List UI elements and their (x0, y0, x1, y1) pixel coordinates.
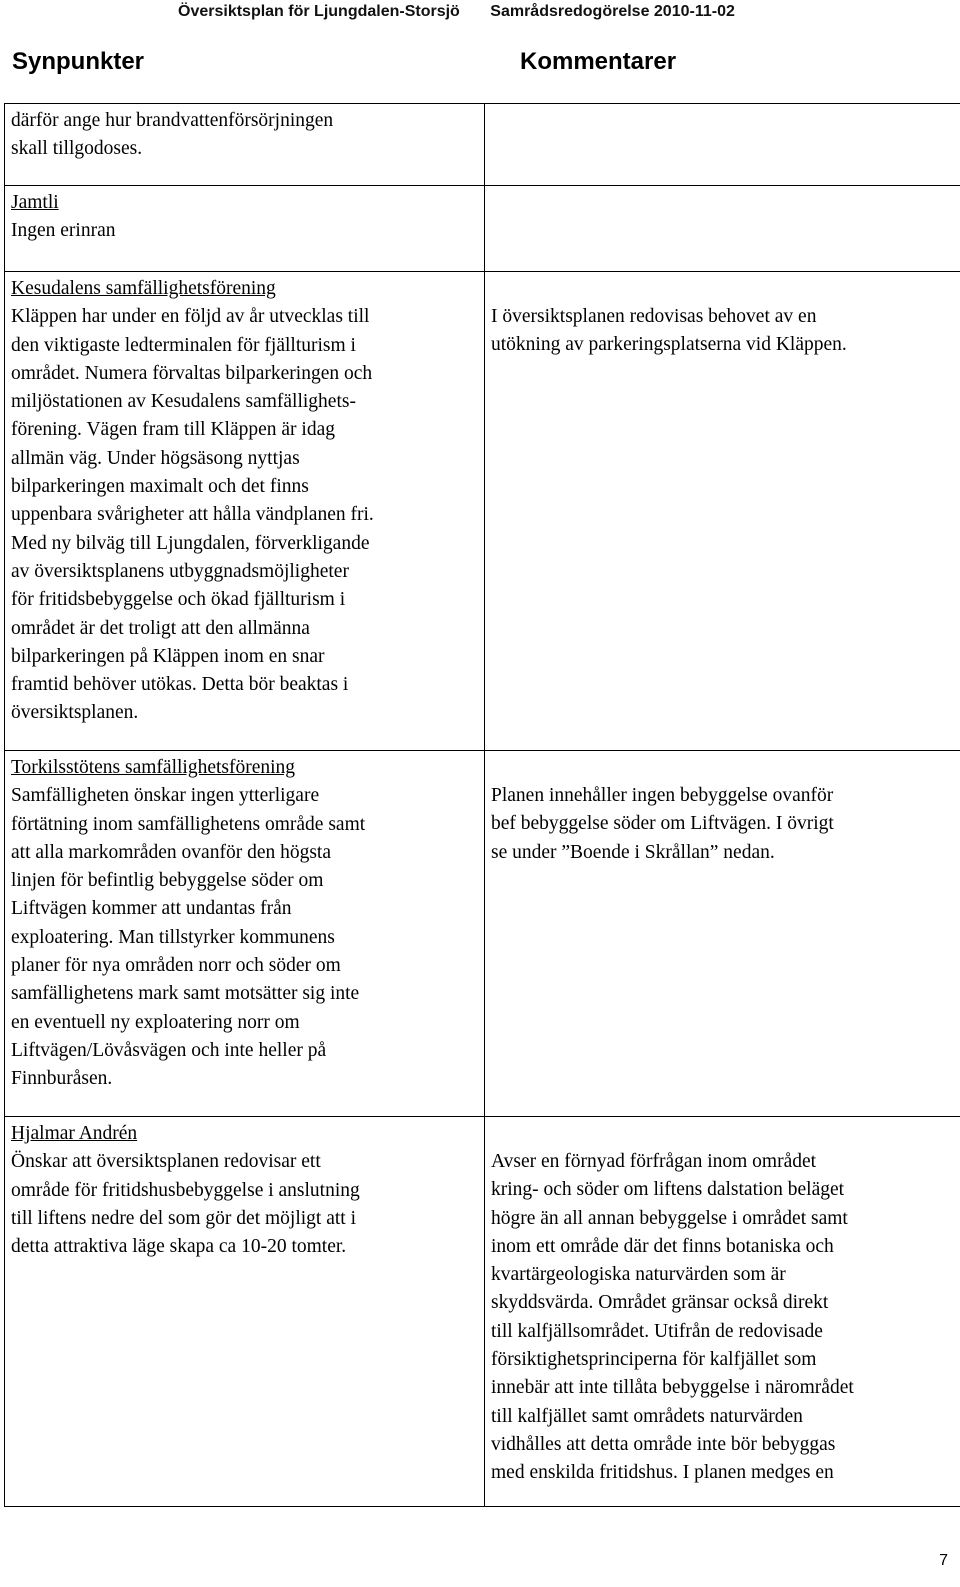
synpunkt-text: Önskar att översiktsplanen redovisar ett område för fritidshusbebyggelse i anslutning till liftens nedre del som gör det möjligt att i detta attraktiva läge skapa ca 10-20 tomter. (11, 1151, 360, 1258)
kommentar-text: I översiktsplanen redovisas behovet av en utökning av parkeringsplatserna vid Kläppen. (491, 306, 847, 356)
page-number: 7 (939, 1552, 948, 1569)
synpunkt-cell (5, 751, 485, 1117)
synpunkt-text: Kläppen har under en följd av år utvecklas till den viktigaste ledterminalen för fjällturism i området. Numera förvaltas bilparkeringen och miljöstationen av Kesudalens samfällighets- förening. Vägen fram till Kläppen är idag allmän väg. Under högsäsong nyttjas bilparkeringen maximalt och det finns uppenbara svårigheter att hålla vändplanen fri. Med ny bilväg till Ljungdalen, förverkligande av översiktsplanens utbyggnadsmöjligheter för fritidsbebyggelse och ökad fjällturism i området är det troligt att den allmänna bilparkeringen på Kläppen inom en snar framtid behöver utökas. Detta bör beaktas i översiktsplanen. (11, 306, 374, 724)
remitent-heading: Hjalmar Andrén (11, 1123, 138, 1144)
running-header (178, 3, 798, 21)
synpunkt-cell (5, 272, 485, 751)
kommentar-cell (485, 104, 960, 186)
kommentar-cell (485, 1117, 960, 1507)
remitent-heading: Jamtli (11, 192, 59, 213)
table-row (5, 272, 960, 751)
synpunkt-cell (5, 186, 485, 272)
synpunkt-cell (5, 1117, 485, 1507)
remitent-heading: Kesudalens samfällighetsförening (11, 278, 276, 299)
remitent-heading: Torkilsstötens samfällighetsförening (11, 757, 296, 778)
table-row (5, 104, 960, 186)
column-title-synpunkter: Synpunkter (12, 48, 145, 75)
table-row (5, 751, 960, 1117)
document-title: Översiktsplan för Ljungdalen-Storsjö (178, 3, 460, 20)
comments-table (4, 103, 960, 1507)
kommentar-text: Planen innehåller ingen bebyggelse ovanför bef bebyggelse söder om Liftvägen. I övrigt se under ”Boende i Skrållan” nedan. (491, 785, 834, 863)
column-title-kommentarer: Kommentarer (520, 48, 677, 75)
synpunkt-text: därför ange hur brandvattenförsörjningen skall tillgodoses. (11, 110, 334, 160)
kommentar-cell (485, 272, 960, 751)
table-row (5, 186, 960, 272)
table-row (5, 1117, 960, 1507)
kommentar-text: Avser en förnyad förfrågan inom området kring- och söder om liftens dalstation beläget högre än all annan bebyggelse i området samt inom ett område där det finns botaniska och kvartärgeologiska naturvärden som är skyddsvärda. Området gränsar också direkt till kalfjällsområdet. Utifrån de redovisade försiktighetsprinciperna för kalfjället som innebär att inte tillåta bebyggelse i närområdet till kalfjället samt områdets naturvärden vidhålles att detta område inte bör bebyggas med enskilda fritidshus. I planen medges en (491, 1151, 854, 1484)
document-date: Samrådsredogörelse 2010-11-02 (490, 3, 735, 20)
kommentar-cell (485, 751, 960, 1117)
synpunkt-cell (5, 104, 485, 186)
synpunkt-text: Ingen erinran (11, 220, 116, 242)
synpunkt-text: Samfälligheten önskar ingen ytterligare förtätning inom samfällighetens område samt att alla markområden ovanför den högsta linjen för befintlig bebyggelse söder om Liftvägen kommer att undantas från exploatering. Man tillstyrker kommunens planer för nya områden norr och söder om samfällighetens mark samt motsätter sig inte en eventuell ny exploatering norr om Liftvägen/Lövåsvägen och inte heller på Finnburåsen. (11, 785, 366, 1090)
kommentar-cell (485, 186, 960, 272)
